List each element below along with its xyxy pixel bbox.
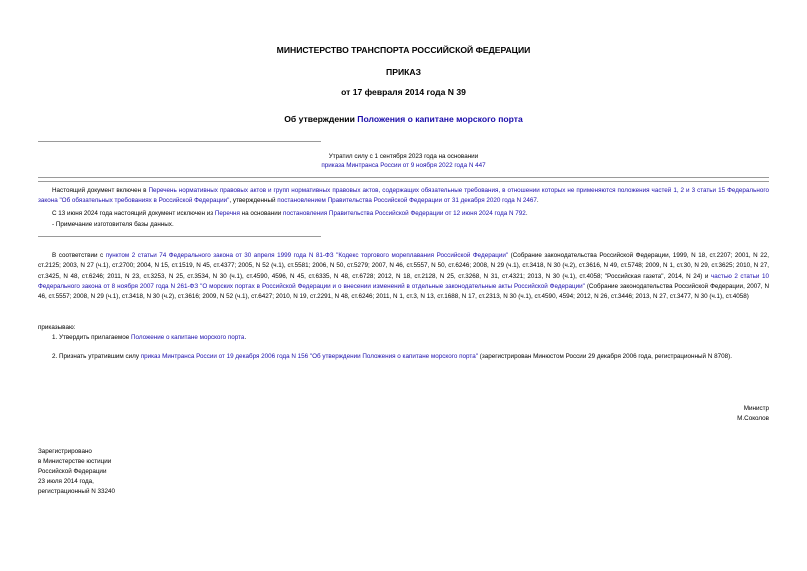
- order-item-1: [52, 333, 769, 343]
- document-title: [0, 114, 807, 124]
- resolution-link[interactable]: постановлением Правительства Российской Федерации от 31 декабря 2020 года N 2467: [277, 197, 537, 204]
- item-text: 2. Признать утратившим силу: [52, 353, 141, 360]
- lost-force-link[interactable]: приказа Минтранса России от 9 ноября 2022 года N 447: [321, 161, 486, 169]
- note-paragraph-1: [38, 186, 769, 206]
- registration-line: в Министерстве юстиции: [38, 458, 112, 465]
- note-text: , утвержденный: [229, 197, 278, 204]
- divider: [38, 141, 321, 142]
- registration-block: [38, 447, 115, 497]
- date-number-heading: от 17 февраля 2014 года N 39: [341, 87, 466, 97]
- divider: [38, 177, 769, 178]
- body-text: (Собрание законодательства Российской Федерации, 2007, N 46, ст.5557; 2008, N 29 (ч.1), ст.3418, N 30 (ч.2), ст.3616; 2009, N 52 (ч.1), ст.6427; 2010, N 19, ст.2291, N 48, ст.6246; 2011, N 1, ст.3, N 13, ст.1688, N 17, ст.2313, N 30 (ч.1), ст.4590, 4594; 2012, N 26, ст.3446; 2013, N 27, ст.3477, N 30 (ч.1), ст.4058): [38, 282, 770, 301]
- signature-position: Министр: [743, 405, 769, 412]
- ministry-heading: МИНИСТЕРСТВО ТРАНСПОРТА РОССИЙСКОЙ ФЕДЕРАЦИИ: [276, 45, 531, 55]
- registration-line: Российской Федерации: [38, 468, 107, 475]
- law-link[interactable]: частью 2 статьи 10 Федерального закона от 8 ноября 2007 года N 261-ФЗ "О морских портах в Российской Федерации и о внесении изменений в отдельные законодательные акты Российской Федерации": [38, 272, 769, 290]
- note-text: .: [525, 210, 528, 217]
- note-paragraph-3: - Примечание изготовителя базы данных.: [52, 221, 174, 228]
- prior-order-link[interactable]: приказ Минтранса России от 19 декабря 2006 года N 156 "Об утверждении Положения о капитане морского порта": [140, 353, 478, 360]
- body-text: В соответствии с: [52, 252, 106, 259]
- title-link[interactable]: Положения о капитане морского порта: [357, 114, 523, 124]
- note-text: Настоящий документ включен в: [52, 187, 149, 194]
- item-text: 1. Утвердить прилагаемое: [52, 334, 131, 341]
- doc-type-heading: ПРИКАЗ: [386, 67, 421, 77]
- item-text: (зарегистрирован Минюстом России 29 декабря 2006 года, регистрационный N 8708).: [477, 353, 732, 360]
- registration-line: 23 июля 2014 года,: [38, 478, 94, 485]
- signature-name: М.Соколов: [737, 415, 769, 422]
- registration-line: Зарегистрировано: [38, 448, 92, 455]
- regulation-link[interactable]: Положение о капитане морского порта: [130, 334, 245, 341]
- list-link[interactable]: Перечень нормативных правовых актов и групп нормативных правовых актов, содержащих обязательные требования, в отношении которых не применяются положения частей 1, 2 и 3 статьи 15 Федерального закона "Об обязательных требованиях в Российской Федерации": [38, 187, 769, 204]
- signature-block: [600, 404, 769, 424]
- divider: [38, 181, 769, 182]
- resolution-link[interactable]: постановления Правительства Российской Федерации от 12 июня 2024 года N 792: [283, 210, 526, 217]
- title-prefix: Об утверждении: [284, 114, 358, 124]
- note-text: .: [536, 197, 539, 204]
- code-link[interactable]: пунктом 2 статьи 74 Федерального закона от 30 апреля 1999 года N 81-ФЗ "Кодекс торгового мореплавания Российской Федерации": [105, 252, 509, 259]
- note-paragraph-2: [38, 209, 769, 219]
- order-item-2: [38, 352, 769, 362]
- lost-force-line1: Утратил силу с 1 сентября 2023 года на основании: [328, 153, 479, 160]
- body-paragraph-1: [38, 251, 769, 302]
- divider: [38, 236, 321, 237]
- registration-line: регистрационный N 33240: [38, 488, 116, 495]
- order-word: приказываю:: [38, 324, 76, 331]
- lost-force-notice: [0, 153, 807, 170]
- item-text: .: [244, 334, 247, 341]
- list-link[interactable]: Перечня: [214, 210, 240, 217]
- body-text: (Собрание законодательства Российской Федерации, 1999, N 18, ст.2207; 2001, N 22, ст.2125; 2003, N 27 (ч.1), ст.2700; 2004, N 15, ст.1519, N 45, ст.4377; 2005, N 52 (ч.1), ст.5581; 2006, N 50, ст.5279; 2007, N 46, ст.5557, N 50, ст.6246; 2008, N 29 (ч.1), ст.3418, N 30 (ч.2), ст.3616, N 49, ст.5748; 2009, N 1, ст.30, N 29, ст.3625; 2010, N 27, ст.3425, N 48, ст.6246; 2011, N 23, ст.3253, N 25, ст.3534, N 30 (ч.1), ст.4590, 4596, N 45, ст.6335, N 48, ст.6728; 2012, N 18, ст.2128, N 25, ст.3268, N 31, ст.4321; 2013, N 30 (ч.1), ст.4058; "Российская газета", 2014, N 24) и: [38, 252, 769, 280]
- note-text: на основании: [239, 210, 284, 217]
- note-text: С 13 июня 2024 года настоящий документ исключен из: [52, 210, 215, 217]
